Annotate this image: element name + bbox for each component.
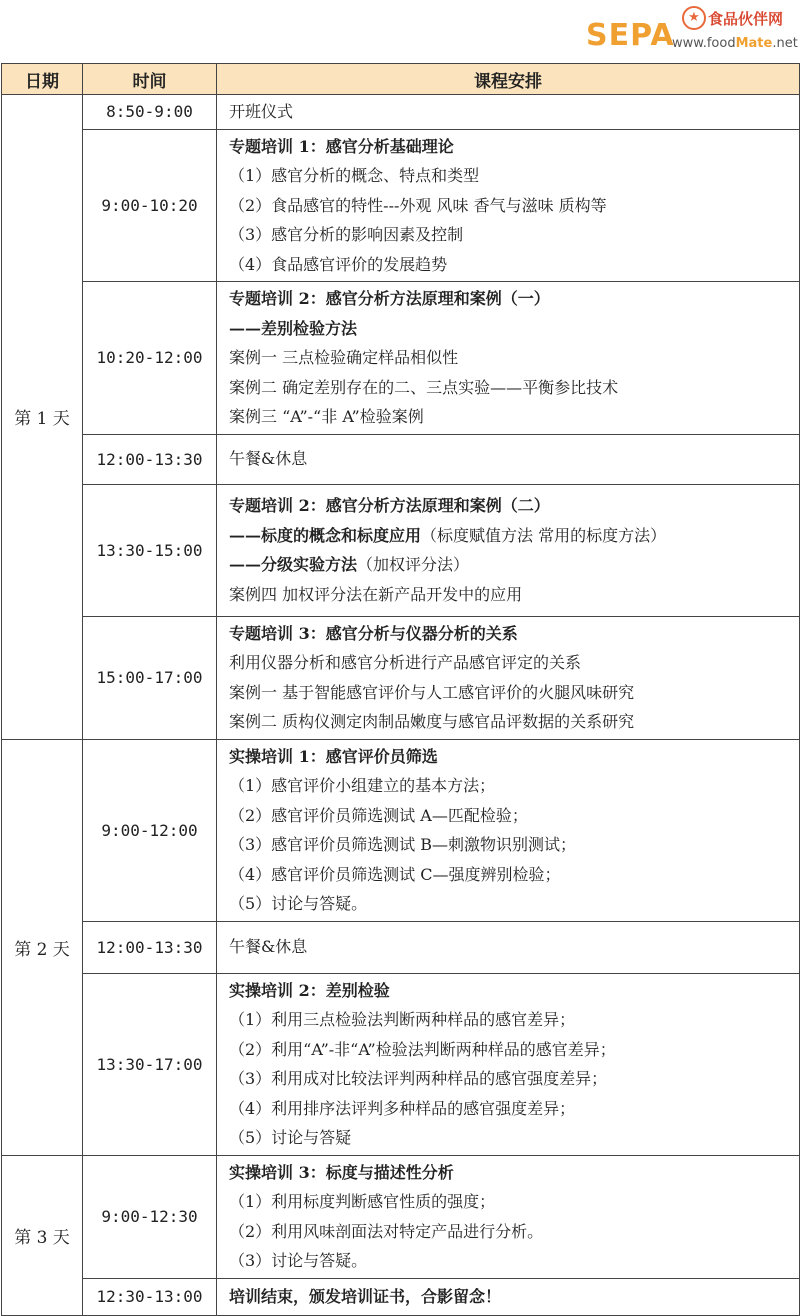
session-text: （4）食品感官评价的发展趋势: [229, 254, 448, 274]
session-line: [229, 742, 791, 772]
session-text: （5）讨论与答疑: [229, 1128, 352, 1147]
session-content: [217, 95, 800, 130]
table-row: [2, 282, 800, 435]
session-content: [217, 921, 800, 973]
header-time: 时间: [83, 64, 217, 95]
session-time: 13:30-17:00: [83, 973, 217, 1155]
session-time: 12:00-13:30: [83, 921, 217, 973]
session-line: [229, 132, 791, 162]
day-label: 第 2 天: [2, 739, 83, 1155]
star-badge-icon: ★: [682, 6, 706, 30]
session-text: 开班仪式: [229, 102, 294, 121]
session-heading: 专题培训 2：感官分析方法原理和案例（一）: [229, 289, 550, 308]
session-text: 案例一 基于智能感官评价与人工感官评价的火腿风味研究: [229, 682, 635, 702]
session-time: 9:00-12:00: [83, 739, 217, 921]
session-heading: 实操培训 1：感官评价员筛选: [229, 746, 438, 766]
session-heading: 专题培训 1：感官分析基础理论: [229, 136, 454, 156]
table-row: [2, 973, 800, 1155]
session-text: （4）感官评价员筛选测试 C—强度辨别检验；: [229, 864, 561, 884]
session-line: [229, 648, 791, 678]
session-time: 13:30-15:00: [83, 484, 217, 616]
session-line: [229, 250, 791, 280]
session-heading: 实操培训 3：标度与描述性分析: [229, 1162, 454, 1182]
header-date: 日期: [2, 64, 83, 95]
table-row: [2, 739, 800, 921]
table-row: [2, 1155, 800, 1278]
session-line: [229, 314, 791, 344]
foodmate-logo: [586, 4, 796, 60]
session-line: [229, 1035, 791, 1065]
session-line: [229, 402, 791, 432]
session-text: （2）食品感官的特性---外观 风味 香气与滋味 质构等: [229, 195, 607, 215]
session-text: 案例一 三点检验确定样品相似性: [229, 348, 459, 367]
header-schedule: 课程安排: [217, 64, 800, 95]
session-line: [229, 678, 791, 708]
session-line: [229, 1282, 791, 1312]
session-time: 9:00-12:30: [83, 1155, 217, 1278]
session-line: [229, 1187, 791, 1217]
session-time: 15:00-17:00: [83, 616, 217, 739]
session-heading: 培训结束，颁发培训证书，合影留念！: [229, 1286, 502, 1306]
table-row: [2, 129, 800, 282]
session-content: [217, 1155, 800, 1278]
table-row: [2, 484, 800, 616]
session-text: （2）利用风味剖面法对特定产品进行分析。: [229, 1221, 544, 1241]
session-text: （1）感官评价小组建立的基本方法；: [229, 776, 496, 795]
session-text: 午餐&休息: [229, 937, 308, 957]
session-line: [229, 343, 791, 373]
schedule-table: [1, 63, 800, 1316]
session-content: [217, 129, 800, 282]
session-line: [229, 161, 791, 191]
session-text: 案例三 “A”-“非 A”检验案例: [229, 407, 424, 426]
session-content: [217, 616, 800, 739]
session-line: [229, 619, 791, 649]
session-text: 案例二 质构仪测定肉制品嫩度与感官品评数据的关系研究: [229, 712, 635, 731]
session-content: [217, 282, 800, 435]
session-text: （2）感官评价员筛选测试 A—匹配检验；: [229, 805, 528, 825]
session-line: [229, 860, 791, 890]
session-line: [229, 491, 791, 521]
table-row: [2, 616, 800, 739]
sepa-logo-text: SEPA: [586, 18, 675, 53]
session-time: 12:00-13:30: [83, 434, 217, 484]
session-text: 利用仪器分析和感官分析进行产品感官评定的关系: [229, 653, 582, 672]
session-time: 10:20-12:00: [83, 282, 217, 435]
session-line: [229, 1094, 791, 1124]
table-row: [2, 434, 800, 484]
session-line: [229, 191, 791, 221]
session-line: [229, 1123, 791, 1153]
session-line: [229, 1158, 791, 1188]
session-heading: ——标度的概念和标度应用: [229, 525, 422, 545]
session-content: [217, 1278, 800, 1315]
session-heading: 专题培训 3：感官分析与仪器分析的关系: [229, 623, 518, 643]
schedule-body: [2, 95, 800, 1316]
session-line: [229, 889, 791, 919]
session-line: [229, 771, 791, 801]
session-line: [229, 830, 791, 860]
session-text: 案例四 加权评分法在新产品开发中的应用: [229, 584, 523, 604]
session-text: （3）利用成对比较法评判两种样品的感官强度差异；: [229, 1069, 608, 1088]
session-line: [229, 1005, 791, 1035]
session-text: （4）利用排序法评判多种样品的感官强度差异；: [229, 1098, 576, 1118]
day-label: 第 1 天: [2, 95, 83, 740]
session-text: （3）感官评价员筛选测试 B—刺激物识别测试；: [229, 835, 577, 854]
table-row: [2, 95, 800, 130]
table-header-row: [2, 64, 800, 95]
session-line: [229, 220, 791, 250]
table-row: [2, 1278, 800, 1315]
session-time: 12:30-13:00: [83, 1278, 217, 1315]
session-heading: ——差别检验方法: [229, 318, 358, 338]
session-text: 案例二 确定差别存在的二、三点实验——平衡参比技术: [229, 377, 619, 397]
session-line: [229, 1064, 791, 1094]
session-text: 午餐&休息: [229, 449, 308, 469]
session-text: （3）讨论与答疑。: [229, 1251, 368, 1270]
session-text: （5）讨论与答疑。: [229, 894, 368, 913]
session-line: [229, 801, 791, 831]
session-line: [229, 580, 791, 610]
session-heading: 专题培训 2：感官分析方法原理和案例（二）: [229, 496, 550, 515]
session-content: [217, 739, 800, 921]
session-content: [217, 434, 800, 484]
session-text: （3）感官分析的影响因素及控制: [229, 225, 464, 244]
session-time: 9:00-10:20: [83, 129, 217, 282]
session-line: [229, 284, 791, 314]
day-label: 第 3 天: [2, 1155, 83, 1315]
session-line: [229, 373, 791, 403]
session-time: 8:50-9:00: [83, 95, 217, 130]
session-text: （1）感官分析的概念、特点和类型: [229, 166, 480, 185]
session-text: （1）利用标度判断感官性质的强度；: [229, 1192, 496, 1211]
session-line: [229, 1246, 791, 1276]
session-line: [229, 444, 791, 474]
session-content: [217, 973, 800, 1155]
session-note: （加权评分法）: [357, 555, 470, 574]
session-line: [229, 521, 791, 551]
site-url: www.foodMate.net: [672, 36, 798, 51]
session-line: [229, 707, 791, 737]
session-line: [229, 1217, 791, 1247]
table-row: [2, 921, 800, 973]
session-text: （1）利用三点检验法判断两种样品的感官差异；: [229, 1010, 576, 1029]
site-name: 食品伙伴网: [708, 10, 784, 28]
session-line: [229, 976, 791, 1006]
session-content: [217, 484, 800, 616]
session-heading: ——分级实验方法: [229, 555, 358, 574]
session-heading: 实操培训 2：差别检验: [229, 980, 390, 1000]
session-text: （2）利用“A”-非“A”检验法判断两种样品的感官差异；: [229, 1039, 616, 1059]
session-note: （标度赋值方法 常用的标度方法）: [421, 525, 667, 545]
session-line: [229, 932, 791, 962]
session-line: [229, 97, 791, 127]
session-line: [229, 550, 791, 580]
